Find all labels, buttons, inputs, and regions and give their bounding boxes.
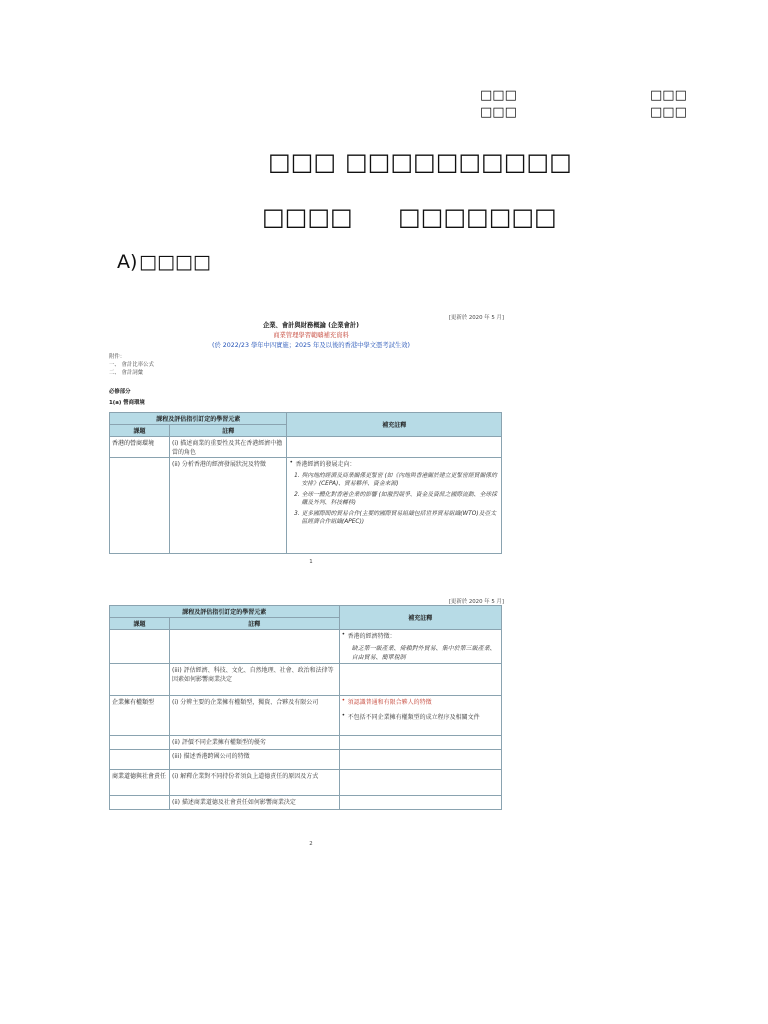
page1-row2-supplement	[287, 458, 502, 554]
page1-updated-note: [更新於 2020 年 5 月]	[448, 315, 504, 321]
page2-updated-note: [更新於 2020 年 5 月]	[448, 599, 504, 605]
page1-col-header-left: 課程及評估指引訂定的學習元素	[110, 413, 287, 425]
page2-curriculum-table	[109, 605, 502, 810]
page2-row1-supp-intro: • 香港的經濟特徵：	[342, 631, 499, 640]
page1-col-supplement: 補充註釋	[287, 413, 502, 437]
page1-row2-note: (ii) 分析香港的經濟發展狀況及特徵	[170, 458, 287, 554]
page2-row7-supplement	[339, 796, 501, 810]
page2-row3-supp-1: • 須認識普通和有限合夥人的特徵	[342, 697, 499, 706]
page2-row6-topic: 商業道德與社會責任	[110, 770, 170, 796]
page1-appendix-label: 附件：	[109, 354, 126, 360]
page1-row2-supp-item-2: 2. 全球一體化對香港企業的影響 (如激烈競爭、資金及資訊之國際流動、全球採購及外判、科技轉移)	[301, 491, 499, 507]
page2-col-header-left: 課程及評估指引訂定的學習元素	[110, 606, 340, 618]
page2-row7-note: (ii) 描述商業道德及社會責任如何影響商業決定	[170, 796, 340, 810]
page2-row7-topic	[110, 796, 170, 810]
page2-row1-note	[170, 630, 340, 664]
page2-col-note: 註釋	[170, 618, 340, 630]
page1-appendix-item-2: 二、 會計詞彙	[109, 370, 144, 376]
page1-row1-note: (i) 描述商業的重要性及其在香港經濟中擔當的角色	[170, 437, 287, 458]
page2-row2-supplement	[339, 664, 501, 696]
page2-row4-note: (ii) 評價不同企業擁有權類型的優劣	[170, 736, 340, 750]
title-line1-part-b: □□□□□□□□□□	[345, 148, 572, 176]
title-line2-part-b: □□□□□□□	[398, 203, 557, 231]
page1-col-note: 註釋	[170, 425, 287, 437]
page2-row3-supplement	[339, 696, 501, 736]
page1-unit-label: 1(a) 營商環境	[109, 400, 145, 406]
page2-row6-note: (i) 解釋企業對不同持份者須負上道德責任的原因及方式	[170, 770, 340, 796]
document-page-2-image	[106, 593, 516, 863]
page2-row2-topic	[110, 664, 170, 696]
page1-row2-supp-item-1: 1. 與內地的經濟及商業關係更緊密 (如《內地與香港關於建立更緊密經貿關係的安排》(CEPA)、貿易夥伴、資金來源)	[301, 472, 499, 488]
page1-col-topic: 課題	[110, 425, 170, 437]
page2-row3-topic: 企業擁有權類型	[110, 696, 170, 736]
section-label: □□□□	[139, 251, 211, 273]
document-page-1-image	[106, 307, 516, 572]
page1-row1-supplement	[287, 437, 502, 458]
page2-col-topic: 課題	[110, 618, 170, 630]
page2-row1-topic	[110, 630, 170, 664]
page1-note: (於 2022/23 學年中四實施；2025 年及以後的香港中學文憑考試生效)	[212, 342, 410, 349]
page1-page-number: 1	[309, 559, 313, 565]
page2-row3-note: (i) 分辨主要的企業擁有權類型，獨資、合夥及有限公司	[170, 696, 340, 736]
page1-row2-supp-intro: • 香港經濟的發展走向：	[289, 459, 499, 468]
page2-page-number: 2	[309, 841, 313, 847]
page2-row1-supp-detail: 缺乏第一級產業、倚賴對外貿易、集中於第三級產業、自由貿易、簡單稅制	[351, 645, 496, 661]
page2-row6-supplement	[339, 770, 501, 796]
title-line1-part-a: □□□	[268, 148, 337, 176]
page2-row1-supplement	[339, 630, 501, 664]
page2-row2-note: (iii) 評估經濟、科技、文化、自然地理、社會、政治和法律等因素如何影響商業決定	[170, 664, 340, 696]
page1-part-label: 必修部分	[109, 389, 131, 395]
title-line2-part-a: □□□□	[262, 203, 353, 231]
page2-row5-topic	[110, 750, 170, 770]
page2-row4-supplement	[339, 736, 501, 750]
page2-row5-note: (iii) 描述香港跨國公司的特徵	[170, 750, 340, 770]
page1-curriculum-table	[109, 412, 502, 554]
page2-col-supplement: 補充註釋	[339, 606, 501, 630]
header-field-bottom-left: □□□	[480, 105, 517, 120]
page2-row5-supplement	[339, 750, 501, 770]
page1-appendix-item-1: 一、 會計比率公式	[109, 362, 154, 368]
page1-title: 企業、會計與財務概論 (企業會計)	[262, 322, 360, 329]
section-prefix: A)	[117, 251, 138, 273]
header-field-bottom-right: □□□	[650, 105, 687, 120]
page1-subtitle: 商業管理學習範疇補充資料	[273, 332, 349, 339]
page2-row3-supp-2: • 不包括不同企業擁有權類型的成立程序及相關文件	[342, 712, 499, 721]
page1-row1-topic: 香港的營商環境	[110, 437, 170, 458]
page1-row2-topic	[110, 458, 170, 554]
page1-row2-supp-item-3: 3. 更多國際間的貿易合作(主要的國際貿易組織包括世界貿易組織(WTO)及亞太區經濟合作組織(APEC))	[301, 510, 499, 526]
header-field-top-right: □□□	[650, 88, 687, 103]
page2-row4-topic	[110, 736, 170, 750]
header-field-top-left: □□□	[480, 88, 517, 103]
